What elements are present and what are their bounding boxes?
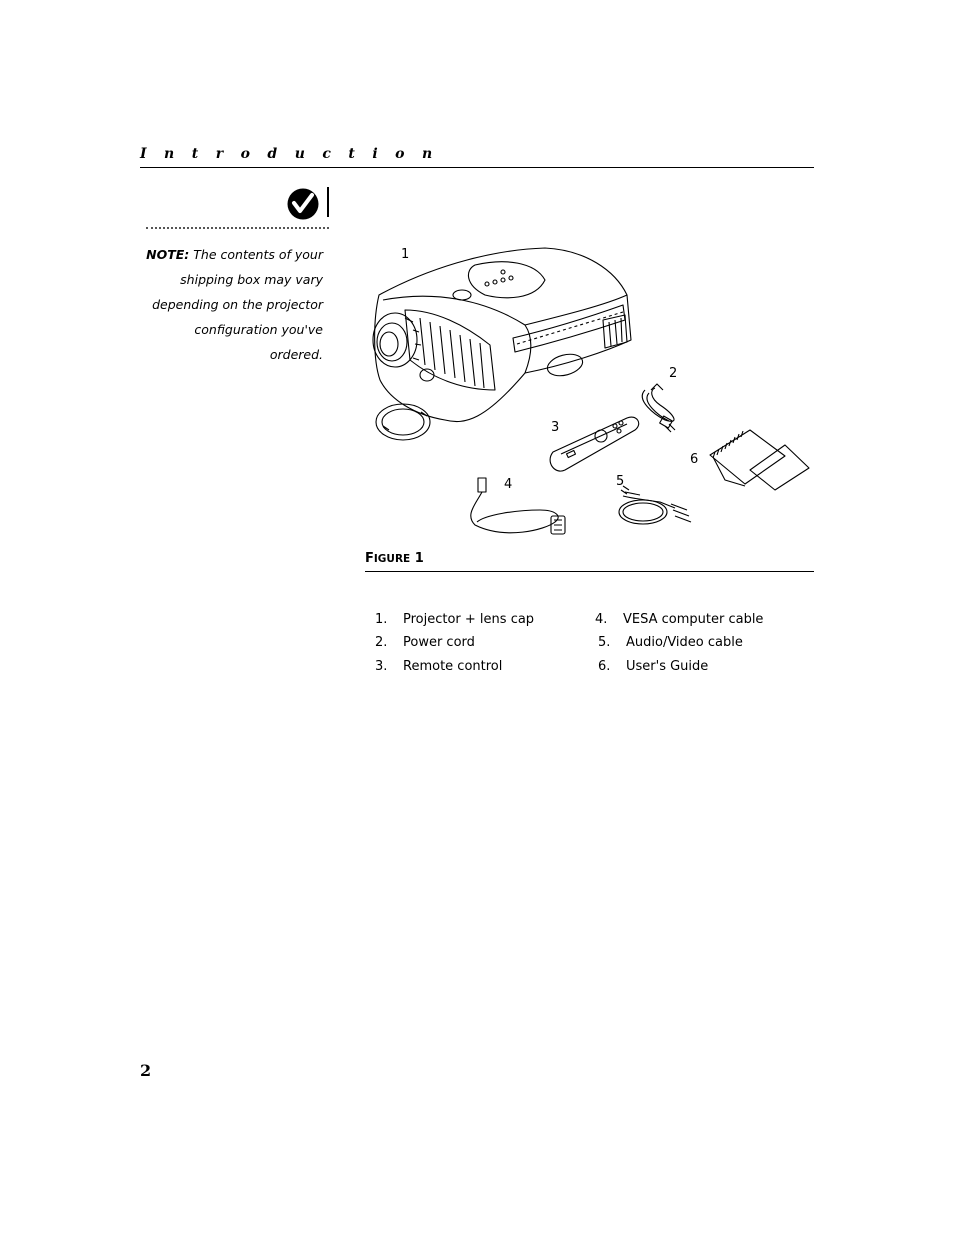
callout-6: 6 [690, 452, 699, 467]
margin-note [140, 242, 323, 367]
power-cord-drawing [642, 384, 675, 432]
header-rule [140, 167, 814, 168]
callout-1: 1 [401, 247, 410, 262]
list-item-label: Audio/Video cable [626, 635, 743, 650]
list-item: 1. Projector + lens cap [375, 612, 535, 627]
note-label: NOTE: [146, 247, 190, 262]
list-item-label: Remote control [403, 659, 503, 674]
shipping-contents-drawing [365, 240, 815, 550]
callout-2: 2 [669, 366, 678, 381]
users-guide-drawing [710, 430, 809, 490]
list-item: 5. Audio/Video cable [598, 635, 743, 650]
figure-1-illustration [365, 240, 815, 550]
running-head: Introduction [140, 146, 450, 162]
caption-word: IGURE [373, 553, 411, 565]
list-item-label: User's Guide [626, 659, 709, 674]
list-item-label: Projector + lens cap [403, 612, 535, 627]
page-number: 2 [140, 1061, 152, 1080]
callout-4: 4 [504, 477, 513, 492]
av-cable-drawing [619, 486, 691, 524]
list-item-label: Power cord [403, 635, 475, 650]
caption-first-letter: F [365, 551, 374, 566]
note-bar [327, 187, 329, 217]
figure-caption [365, 551, 424, 566]
remote-control-drawing [550, 417, 639, 471]
vesa-cable-drawing [471, 478, 565, 534]
caption-number: 1 [414, 551, 424, 566]
list-item-label: VESA computer cable [623, 612, 764, 627]
callout-5: 5 [616, 474, 625, 489]
list-item: 6. User's Guide [598, 659, 709, 674]
lens-cap-drawing [376, 404, 430, 440]
list-item: 4. VESA computer cable [595, 612, 764, 627]
note-body: The contents of your shipping box may vary depending on the projector configuration you've ordered. [152, 247, 323, 362]
list-item: 2. Power cord [375, 635, 475, 650]
note-dotted-rule [146, 227, 329, 229]
list-item: 3. Remote control [375, 659, 503, 674]
callout-3: 3 [551, 420, 560, 435]
checkmark-note-icon [287, 188, 319, 220]
caption-rule [365, 571, 814, 572]
